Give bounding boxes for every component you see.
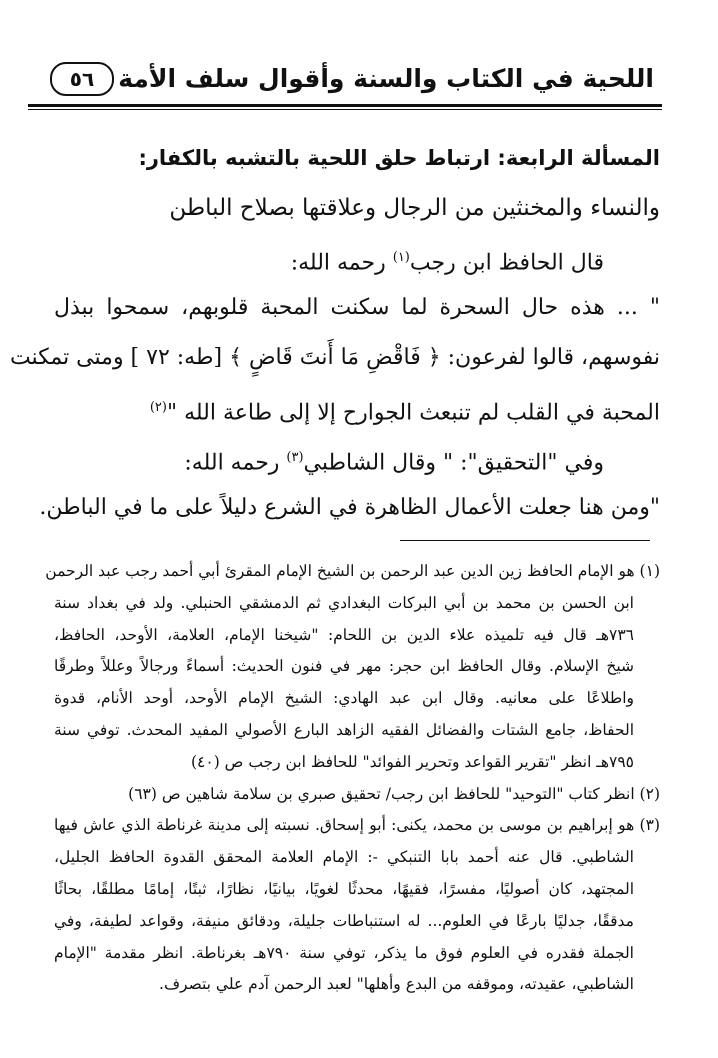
footnote-3-line: (٣) هو إبراهيم بن موسى بن محمد، يكنى: أبو إسحاق. نسبته إلى مدينة غرناطة الذي عاش فيها bbox=[54, 816, 660, 835]
footnote-1-line: (١) هو الإمام الحافظ زين الدين عبد الرحمن بن الشيخ الإمام المقرئ أبي أحمد رجب عبد الرحمن bbox=[45, 562, 660, 580]
footnote-3-line: الجملة فقدره في العلوم فوق ما يذكر، توفي سنة ٧٩٠هـ بغرناطة. انظر مقدمة "الإمام bbox=[54, 943, 634, 962]
footnote-ref-1: (١) bbox=[392, 250, 410, 265]
attribution-ibn-rajab bbox=[54, 233, 660, 283]
section-heading-continued: والنساء والمخنثين من الرجال وعلاقتها بصلاح الباطن bbox=[169, 195, 660, 221]
page-number-badge: ٥٦ bbox=[50, 62, 114, 96]
footnote-1-line: شيخ الإسلام. وقال الحافظ ابن حجر: مهر في فنون الحديث: أسماءً ورجالاً وعللاً وطرقًا bbox=[54, 657, 634, 676]
quote-line: "ومن هنا جعلت الأعمال الظاهرة في الشرع دليلاً على ما في الباطن. bbox=[39, 495, 660, 520]
header-rule-thin bbox=[28, 109, 662, 110]
running-header-title: اللحية في الكتاب والسنة وأقوال سلف الأمة bbox=[118, 64, 654, 93]
quote-text: المحبة في القلب لم تنبعث الجوارح إلا إلى طاعة الله " bbox=[166, 400, 660, 426]
quote-line: " ... هذه حال السحرة لما سكنت المحبة قلوبهم، سمحوا ببذل bbox=[54, 295, 660, 320]
footnote-ref-3: (٣) bbox=[286, 450, 304, 465]
quote-line: نفوسهم، قالوا لفرعون: ﴿ فَاقْضِ مَا أَنتَ قَاضٍ ﴾ [طه: ٧٢ ] ومتى تمكنت bbox=[9, 345, 660, 370]
section-heading: المسألة الرابعة: ارتباط حلق اللحية بالتشبه بالكفار: bbox=[138, 146, 660, 170]
quote-line-end bbox=[54, 383, 660, 433]
footnotes bbox=[45, 556, 660, 1001]
attribution-text: وفي "التحقيق": " وقال الشاطبي bbox=[303, 450, 604, 476]
footnote-3-line: الشاطبي، عقيدته، وموقفه من البدع وأهلها" لعبد الرحمن آدم علي بتصرف. bbox=[159, 975, 634, 994]
main-text bbox=[9, 133, 660, 533]
footnote-1-line: ٧٩٥هـ انظر "تقرير القواعد وتحرير الفوائد" للحافظ ابن رجب ص (٤٠) bbox=[190, 752, 634, 771]
footnote-3-line: مدققًا، جدليًا بارعًا في العلوم... له استنباطات جليلة، ودقائق منيفة، وقواعد لطيفة، وفي bbox=[54, 911, 634, 930]
attribution-text: قال الحافظ ابن رجب bbox=[409, 250, 604, 276]
footnote-1-line: الحفاظ، جامع الشتات والفضائل الفقيه الزاهد البارع الأصولي المفيد المحدث. توفي سنة bbox=[54, 720, 634, 739]
attribution-shatibi bbox=[54, 433, 660, 483]
honorific: رحمه الله: bbox=[290, 250, 393, 276]
footnote-3-line: المجتهد، كان أصوليًا، مفسرًا، فقيهًا، محدثًا لغويًا، بيانيًا، نظارًا، ثبتًا، إمامًا مطلقًا، بحاثًا bbox=[54, 879, 634, 898]
footnote-2-line: (٢) انظر كتاب "التوحيد" للحافظ ابن رجب/ تحقيق صبري بن سلامة شاهين ص (٦٣) bbox=[128, 784, 660, 803]
footnote-1-line: ابن الحسن بن محمد بن أبي البركات البغدادي ثم الدمشقي الحنبلي. ولد في بغداد سنة bbox=[54, 593, 634, 612]
footnote-1-line: واطلاعًا على معانيه. وقال ابن عبد الهادي: الشيخ الإمام الأوحد، أوحد الأنام، قدوة bbox=[54, 689, 634, 708]
header-rule bbox=[28, 104, 662, 107]
honorific: رحمه الله: bbox=[184, 450, 287, 476]
running-header bbox=[28, 58, 662, 102]
footnote-ref-2: (٢) bbox=[149, 400, 167, 415]
footnote-separator bbox=[400, 540, 650, 541]
footnote-3-line: الشاطبي. قال عنه أحمد بابا التنبكي -: الإمام العلامة المحقق القدوة الحافظ الجليل، bbox=[54, 848, 634, 867]
footnote-1-line: ٧٣٦هـ قال فيه تلميذه علاء الدين بن اللحام: "شيخنا الإمام، العلامة، الأوحد، الحافظ، bbox=[54, 625, 634, 644]
